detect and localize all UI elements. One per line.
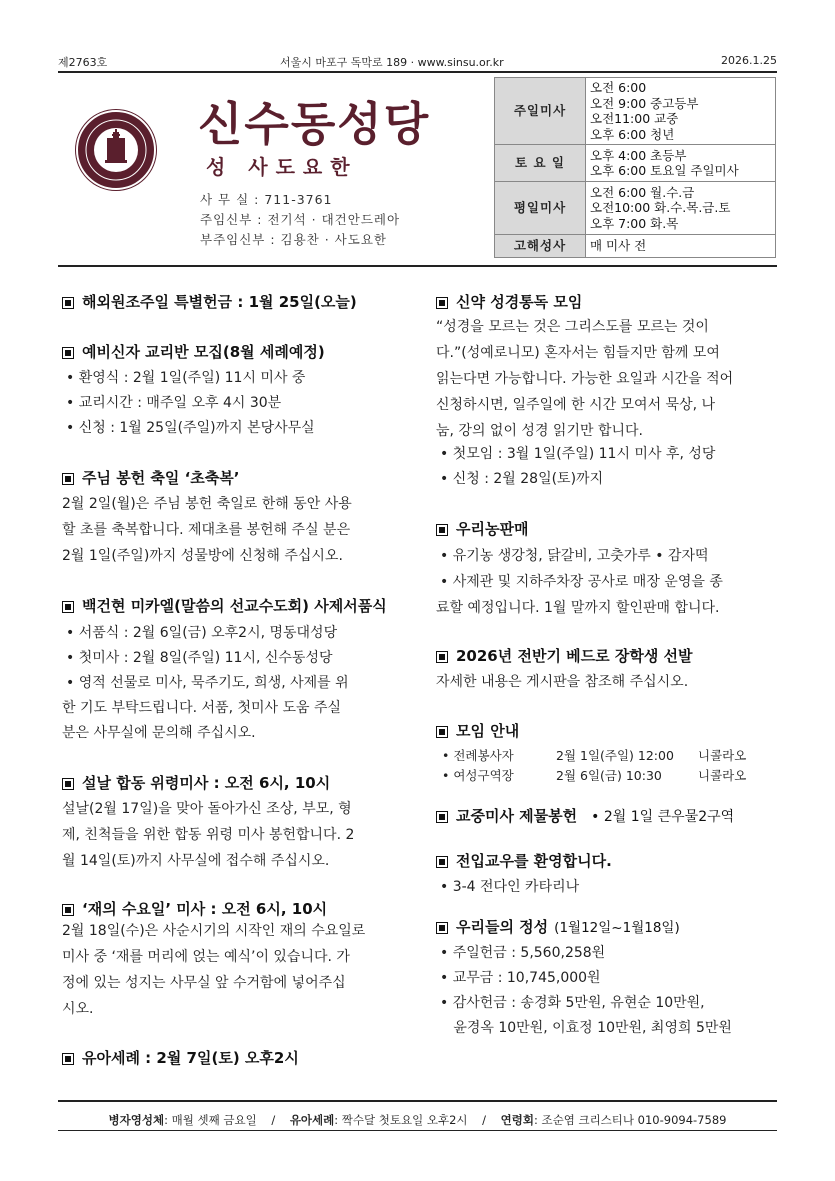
section-title-text: 전입교우를 환영합니다. bbox=[456, 852, 612, 870]
address: 서울시 마포구 독막로 189 · www.sinsu.or.kr bbox=[280, 56, 504, 69]
paragraph-line: 눔, 강의 없이 성경 읽기만 합니다. bbox=[436, 423, 643, 439]
list-item: • 유기농 생강청, 닭갈비, 고춧가루 • 감자떡 bbox=[440, 548, 709, 564]
footer-value: : 매월 셋째 금요일 bbox=[164, 1113, 257, 1127]
section-title bbox=[436, 916, 680, 937]
checkbox-icon bbox=[62, 904, 74, 916]
list-item: 한 기도 부탁드립니다. 서품, 첫미사 도움 주실 bbox=[62, 700, 342, 716]
list-item: • 신청 : 2월 28일(토)까지 bbox=[440, 471, 604, 487]
checkbox-icon bbox=[62, 778, 74, 790]
section-title-text: 예비신자 교리반 모집(8월 세례예정) bbox=[82, 343, 325, 361]
list-item: • 영적 선물로 미사, 묵주기도, 희생, 사제를 위 bbox=[66, 675, 349, 691]
section-title bbox=[62, 341, 325, 362]
footer-value: : 조순염 크리스티나 010-9094-7589 bbox=[533, 1113, 727, 1127]
mass-line: 오전 9:00 중고등부 bbox=[590, 95, 699, 111]
list-item: • 첫모임 : 3월 1일(주일) 11시 미사 후, 성당 bbox=[440, 446, 716, 462]
mass-label: 고해성사 bbox=[495, 235, 586, 258]
meeting-place: 니콜라오 bbox=[698, 748, 747, 763]
offering-group: • 2월 1일 큰우물2구역 bbox=[591, 809, 735, 825]
footer-key: 병자영성체 bbox=[108, 1113, 165, 1127]
list-item: • 첫미사 : 2월 8일(주일) 11시, 신수동성당 bbox=[66, 650, 333, 666]
meeting-name: • 전례봉사자 bbox=[442, 748, 514, 763]
office-phone: 사 무 실 : 711-3761 bbox=[200, 192, 333, 207]
footer-bottom-rule bbox=[58, 1130, 777, 1131]
paragraph-line: 2월 18일(수)은 사순시기의 시작인 재의 수요일로 bbox=[62, 923, 366, 939]
mass-line: 오후 7:00 화.목 bbox=[590, 215, 679, 231]
mass-label: 평일미사 bbox=[495, 182, 586, 235]
section-title bbox=[436, 291, 582, 312]
paragraph-line: 다.”(성예로니모) 혼자서는 힘들지만 함께 모여 bbox=[436, 345, 720, 361]
mass-line: 오후 4:00 초등부 bbox=[590, 147, 687, 163]
pastor-name: 주임신부 : 전기석 · 대건안드레아 bbox=[200, 212, 401, 227]
mass-schedule-table bbox=[494, 77, 776, 258]
mass-line: 오후 6:00 청년 bbox=[590, 126, 675, 142]
checkbox-icon bbox=[62, 347, 74, 359]
patron-saint: 성 사도요한 bbox=[206, 155, 358, 179]
section-title-text: 주님 봉헌 축일 ‘초축복’ bbox=[82, 469, 240, 487]
header-rule bbox=[58, 71, 777, 73]
checkbox-icon bbox=[436, 524, 448, 536]
mass-label: 토 요 일 bbox=[495, 145, 586, 182]
section-title bbox=[436, 805, 734, 826]
parish-title: 신수동성당 bbox=[198, 97, 431, 151]
list-item: • 주일헌금 : 5,560,258원 bbox=[440, 945, 606, 961]
section-title bbox=[62, 595, 387, 616]
paragraph-line: 자세한 내용은 게시판을 참조해 주십시오. bbox=[436, 674, 689, 690]
footer-separator: / bbox=[271, 1113, 276, 1127]
checkbox-icon bbox=[436, 811, 448, 823]
footer-rule bbox=[58, 1100, 777, 1102]
footer-key: 연령회 bbox=[500, 1113, 534, 1127]
checkbox-icon bbox=[62, 473, 74, 485]
list-item: • 신청 : 1월 25일(주일)까지 본당사무실 bbox=[66, 420, 315, 436]
section-title-text: 유아세례 : 2월 7일(토) 오후2시 bbox=[82, 1049, 299, 1067]
checkbox-icon bbox=[436, 651, 448, 663]
section-title-text: 설날 합동 위령미사 : 오전 6시, 10시 bbox=[82, 774, 331, 792]
section-title bbox=[436, 518, 528, 539]
mass-line: 오전 6:00 bbox=[590, 80, 647, 95]
section-title bbox=[62, 772, 330, 793]
mass-line: 오후 6:00 토요일 주일미사 bbox=[590, 163, 739, 178]
mass-times bbox=[586, 145, 776, 182]
list-item: • 교리시간 : 매주일 오후 4시 30분 bbox=[66, 395, 282, 411]
mass-line: 오전11:00 교중 bbox=[590, 111, 679, 126]
mass-line: 오전10:00 화.수.목.금.토 bbox=[590, 200, 731, 216]
list-item: • 교무금 : 10,745,000원 bbox=[440, 970, 601, 986]
section-title bbox=[62, 291, 357, 312]
footer-separator: / bbox=[482, 1113, 486, 1127]
footer-key: 유아세례 bbox=[289, 1113, 335, 1127]
assistant-pastor-name: 부주임신부 : 김용찬 · 사도요한 bbox=[200, 232, 387, 247]
paragraph-line: 미사 중 ‘재를 머리에 얹는 예식’이 있습니다. 가 bbox=[62, 949, 350, 965]
list-item: • 3-4 전다인 카타리나 bbox=[440, 879, 580, 895]
section-title bbox=[436, 720, 519, 741]
paragraph-line: 시오. bbox=[62, 1001, 94, 1017]
table-row bbox=[495, 182, 776, 235]
section-title-text: 2026년 전반기 베드로 장학생 선발 bbox=[456, 647, 693, 665]
offering-period: (1월12일~1월18일) bbox=[554, 920, 680, 936]
paragraph-line: 설날(2월 17일)을 맞아 돌아가신 조상, 부모, 형 bbox=[62, 801, 352, 817]
paragraph-line: 신청하시면, 일주일에 한 시간 모여서 묵상, 나 bbox=[436, 397, 716, 413]
mass-line: 매 미사 전 bbox=[590, 238, 647, 254]
checkbox-icon bbox=[436, 726, 448, 738]
footer-info bbox=[58, 1112, 777, 1128]
section-title-text: ‘재의 수요일’ 미사 : 오전 6시, 10시 bbox=[82, 900, 328, 918]
list-item: • 사제관 및 지하주차장 공사로 매장 운영을 종 bbox=[440, 574, 723, 590]
list-item: 윤경옥 10만원, 이효정 10만원, 최영희 5만원 bbox=[440, 1020, 732, 1036]
section-title bbox=[62, 898, 327, 919]
checkbox-icon bbox=[436, 922, 448, 934]
section-title-text: 백건현 미카엘(말씀의 선교수도회) 사제서품식 bbox=[82, 597, 387, 615]
list-item: • 감사헌금 : 송경화 5만원, 유현순 10만원, bbox=[440, 995, 705, 1011]
mass-label: 주일미사 bbox=[495, 78, 586, 145]
church-logo bbox=[76, 110, 156, 190]
paragraph-line: 할 초를 축복합니다. 제대초를 봉헌해 주실 분은 bbox=[62, 522, 351, 538]
checkbox-icon bbox=[436, 297, 448, 309]
meeting-time: 2월 1일(주일) 12:00 bbox=[556, 748, 674, 763]
issue-number: 제2763호 bbox=[58, 56, 108, 69]
church-seal-icon bbox=[78, 112, 154, 188]
section-title-text: 모임 안내 bbox=[456, 722, 520, 740]
list-item: • 서품식 : 2월 6일(금) 오후2시, 명동대성당 bbox=[66, 625, 338, 641]
checkbox-icon bbox=[62, 1053, 74, 1065]
mass-times bbox=[586, 235, 776, 258]
meeting-time: 2월 6일(금) 10:30 bbox=[556, 768, 662, 783]
paragraph-line: “성경을 모르는 것은 그리스도를 모르는 것이 bbox=[436, 319, 709, 335]
paragraph-line: 월 14일(토)까지 사무실에 접수해 주십시오. bbox=[62, 853, 330, 869]
paragraph-line: 2월 2일(월)은 주님 봉헌 축일로 한해 동안 사용 bbox=[62, 496, 352, 512]
list-item: 분은 사무실에 문의해 주십시오. bbox=[62, 725, 256, 741]
mass-line: 오전 6:00 월.수.금 bbox=[590, 184, 695, 200]
table-row bbox=[495, 145, 776, 182]
table-row bbox=[495, 78, 776, 145]
list-item: • 환영식 : 2월 1일(주일) 11시 미사 중 bbox=[66, 370, 306, 386]
section-title-text: 신약 성경통독 모임 bbox=[456, 293, 583, 311]
mass-times bbox=[586, 182, 776, 235]
footer-value: : 짝수달 첫토요일 오후2시 bbox=[334, 1113, 468, 1127]
paragraph-line: 제, 친척들을 위한 합동 위령 미사 봉헌합니다. 2 bbox=[62, 827, 355, 843]
section-title-text: 교중미사 제물봉헌 bbox=[456, 807, 578, 825]
section-title bbox=[436, 850, 612, 871]
paragraph-line: 2월 1일(주일)까지 성물방에 신청해 주십시오. bbox=[62, 548, 343, 564]
section-title-text: 우리농판매 bbox=[456, 520, 529, 538]
header-bottom-rule bbox=[58, 265, 777, 267]
section-title bbox=[62, 467, 239, 488]
meeting-name: • 여성구역장 bbox=[442, 768, 514, 783]
section-title bbox=[436, 645, 693, 666]
checkbox-icon bbox=[436, 856, 448, 868]
checkbox-icon bbox=[62, 601, 74, 613]
section-title bbox=[62, 1047, 299, 1068]
paragraph-line: 정에 있는 성지는 사무실 앞 수거함에 넣어주십 bbox=[62, 975, 346, 991]
mass-times bbox=[586, 78, 776, 145]
paragraph-line: 읽는다면 가능합니다. 가능한 요일과 시간을 적어 bbox=[436, 371, 734, 387]
section-title-text: 우리들의 정성 bbox=[456, 918, 549, 936]
section-title-text: 해외원조주일 특별헌금 : 1월 25일(오늘) bbox=[82, 293, 357, 311]
meeting-place: 니콜라오 bbox=[698, 768, 747, 783]
checkbox-icon bbox=[62, 297, 74, 309]
list-item: 료할 예정입니다. 1월 말까지 할인판매 합니다. bbox=[436, 600, 720, 616]
issue-date: 2026.1.25 bbox=[721, 54, 777, 67]
table-row bbox=[495, 235, 776, 258]
